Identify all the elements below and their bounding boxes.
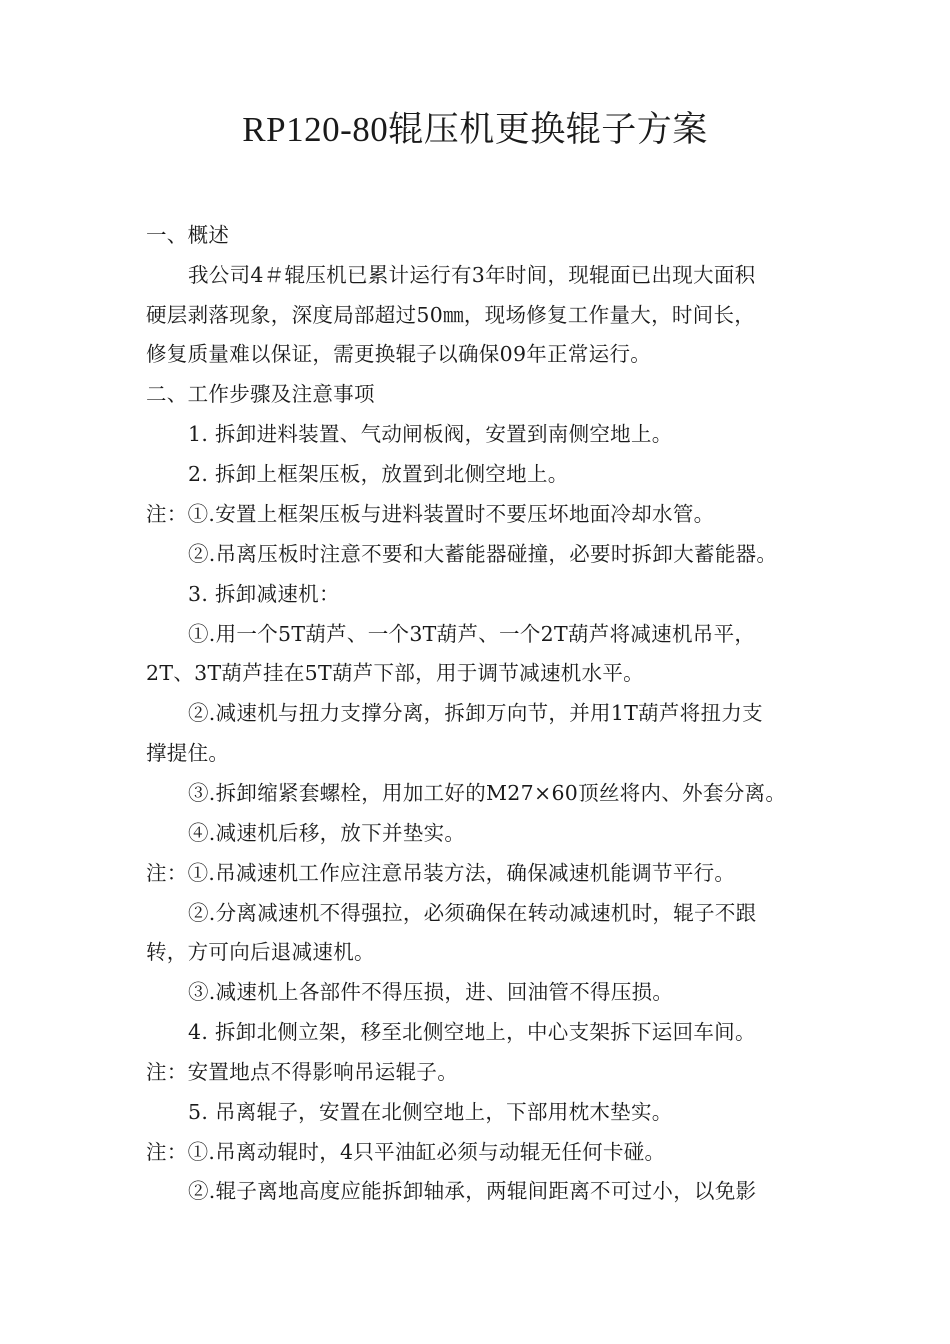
- note-line: 注：①.安置上框架压板与进料装置时不要压坏地面冷却水管。: [146, 502, 715, 526]
- note-line: 注：①.吊离动辊时，4只平油缸必须与动辊无任何卡碰。: [146, 1140, 666, 1164]
- sub-step-line: ②.减速机与扭力支撑分离，拆卸万向节，并用1T葫芦将扭力支: [188, 701, 763, 725]
- note-line: ②.吊离压板时注意不要和大蓄能器碰撞，必要时拆卸大蓄能器。: [188, 542, 778, 566]
- section-heading-overview: 一、概述: [146, 223, 230, 247]
- step-item: 4. 拆卸北侧立架，移至北侧空地上，中心支架拆下运回车间。: [188, 1020, 756, 1044]
- sub-step-line: 2T、3T葫芦挂在5T葫芦下部，用于调节减速机水平。: [146, 661, 644, 685]
- sub-step-line: ①.用一个5T葫芦、一个3T葫芦、一个2T葫芦将减速机吊平，: [188, 622, 756, 646]
- section-heading-steps: 二、工作步骤及注意事项: [146, 382, 375, 406]
- step-item: 5. 吊离辊子，安置在北侧空地上，下部用枕木垫实。: [188, 1100, 673, 1124]
- sub-step-line: ③.拆卸缩紧套螺栓，用加工好的M27×60顶丝将内、外套分离。: [188, 781, 787, 805]
- note-line: 注：①.吊减速机工作应注意吊装方法，确保减速机能调节平行。: [146, 861, 736, 885]
- note-line: ②.分离减速机不得强拉，必须确保在转动减速机时，辊子不跟: [188, 901, 757, 925]
- note-line: 注：安置地点不得影响吊运辊子。: [146, 1060, 458, 1084]
- note-line: 转，方可向后退减速机。: [146, 940, 375, 964]
- paragraph-line: 我公司4＃辊压机已累计运行有3年时间，现辊面已出现大面积: [188, 263, 756, 287]
- step-item: 2. 拆卸上框架压板，放置到北侧空地上。: [188, 462, 569, 486]
- note-line: ③.减速机上各部件不得压损，进、回油管不得压损。: [188, 980, 674, 1004]
- paragraph-line: 硬层剥落现象，深度局部超过50㎜，现场修复工作量大，时间长，: [146, 303, 756, 327]
- step-item: 1. 拆卸进料装置、气动闸板阀，安置到南侧空地上。: [188, 422, 673, 446]
- paragraph-line: 修复质量难以保证，需更换辊子以确保09年正常运行。: [146, 342, 652, 366]
- sub-step-line: 撑提住。: [146, 741, 230, 765]
- note-line: ②.辊子离地高度应能拆卸轴承，两辊间距离不可过小，以免影: [188, 1179, 757, 1203]
- sub-step-line: ④.减速机后移，放下并垫实。: [188, 821, 466, 845]
- step-item: 3. 拆卸减速机：: [188, 582, 340, 606]
- document-title: RP120-80辊压机更换辊子方案: [242, 110, 708, 149]
